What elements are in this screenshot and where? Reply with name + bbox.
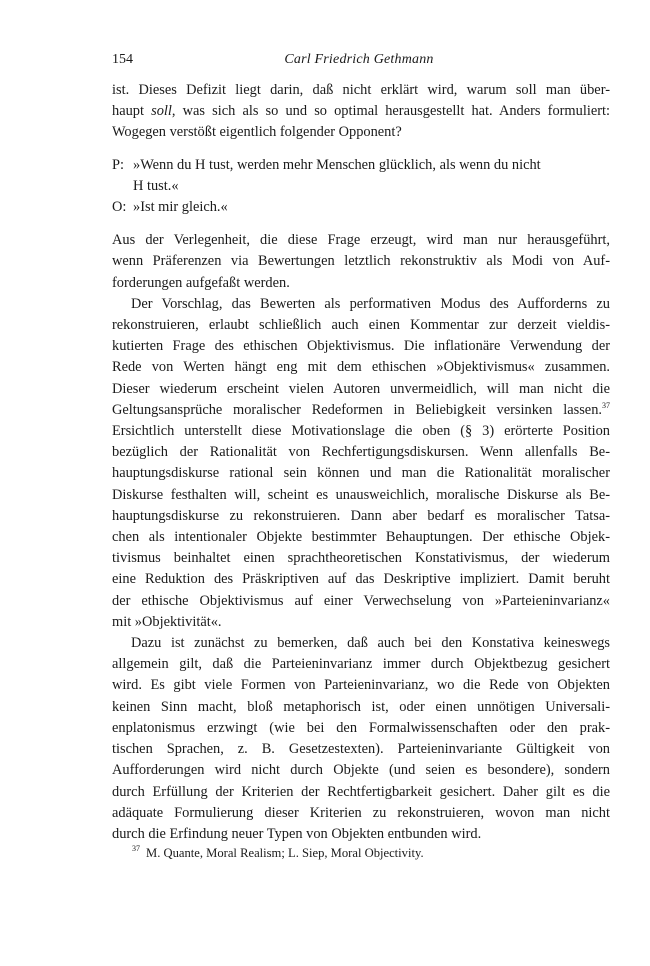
text-line: keinen Sinn macht, bloß metaphorisch ist, oder einen unnötigen Universali-: [112, 698, 610, 715]
footnote-reference: 37: [602, 400, 610, 410]
dialogue-block: [112, 155, 610, 219]
paragraph-3: [112, 294, 610, 633]
body-text: [112, 80, 610, 845]
text-line: ist. Dieses Defizit liegt darin, daß nicht erklärt wird, warum soll man über-: [112, 82, 610, 98]
text-line: tivismus beinhaltet einen sprachtheoretischen Konstativismus, der wiederum: [112, 550, 610, 567]
text-line: hauptungsdiskurse rational sein können und man die Rationalität moralischer: [112, 465, 610, 482]
text-line: eine Reduktion des Präskriptiven auf das Deskriptive impliziert. Damit beruht: [112, 571, 610, 588]
text-line: Ersichtlich unterstellt diese Motivationslage die oben (§ 3) erörterte Position: [112, 423, 610, 440]
speech-line: H tust.«: [133, 177, 179, 194]
text-line: Dieser wiederum erscheint vielen Autoren unvermeidlich, will man nicht die: [112, 380, 610, 397]
text-line: chen als intentionaler Objekte bestimmter Behauptungen. Der ethische Objek-: [112, 529, 610, 546]
paragraph-1: [112, 80, 610, 144]
text-line: der ethische Objektivismus auf einer Verwechselung von »Parteieninvarianz«: [112, 592, 610, 609]
text-line: wird. Es gibt viele Formen von Parteieninvarianz, wo die Rede von Objekten: [112, 677, 610, 694]
dialogue-row-continuation: [112, 176, 610, 197]
text-line: Der Vorschlag, das Bewerten als performativen Modus des Aufforderns zu: [131, 295, 610, 312]
speaker-label: O:: [112, 199, 127, 216]
footnote-number: 37: [132, 844, 140, 853]
emphasis: soll: [151, 103, 172, 120]
text-line: kutierten Frage des ethischen Objektivismus. Die inflationäre Verwendung der: [112, 338, 610, 355]
text-line: Diskurse festhalten will, scheint es unausweichlich, moralische Diskurse als Be-: [112, 486, 610, 503]
text-line: mit »Objektivität«.: [112, 613, 222, 630]
text-line: adäquate Formulierung dieser Kriterien zu rekonstruieren, wovon man nicht: [112, 804, 610, 821]
running-head-author: Carl Friedrich Gethmann: [284, 52, 434, 67]
text-line: durch Erfüllung der Kriterien der Rechtfertigbarkeit gesichert. Daher gilt es die: [112, 783, 610, 800]
text-line: Dazu ist zunächst zu bemerken, daß auch bei den Konstativa keineswegs: [131, 635, 610, 652]
paragraph-4: [112, 633, 610, 845]
text-line: allgemein gilt, daß die Parteieninvarianz immer durch Objektbezug gesichert: [112, 656, 610, 673]
speaker-label: P:: [112, 156, 125, 173]
text-line: durch die Erfindung neuer Typen von Objekten entbunden wird.: [112, 825, 482, 842]
text-line: [112, 400, 610, 421]
text-line: Aus der Verlegenheit, die diese Frage erzeugt, wird man nur herausgeführt,: [112, 232, 610, 249]
text-line: rekonstruieren, erlaubt schließlich auch einen Kommentar zur derzeit vieldis-: [112, 317, 610, 334]
text-run: Geltungsansprüche moralischer Redeformen in Beliebigkeit versinken lassen.: [112, 401, 602, 418]
paragraph-2: [112, 230, 610, 294]
footnote-text: M. Quante, Moral Realism; L. Siep, Moral Objectivity.: [146, 846, 424, 860]
page-number: 154: [112, 52, 133, 67]
text-line: wenn Präferenzen via Bewertungen letztlich rekonstruktiv als Modi von Auf-: [112, 253, 610, 270]
speech-line: »Ist mir gleich.«: [133, 199, 228, 216]
text-line: forderungen aufgefaßt werden.: [112, 274, 290, 291]
text-run: haupt: [112, 103, 152, 120]
text-line: tischen Sprachen, z. B. Gesetzestexten). Parteieninvariante Gültigkeit von: [112, 741, 610, 758]
text-run: , was sich als so und so optimal herausgestellt hat. Anders formuliert:: [171, 103, 610, 120]
footnote: [132, 846, 592, 861]
text-line: Rede von Werten hängt eng mit dem ethischen »Objektivismus« zusammen.: [112, 359, 610, 376]
text-line: Wogegen verstößt eigentlich folgender Opponent?: [112, 124, 402, 141]
speech-line: »Wenn du H tust, werden mehr Menschen glücklich, als wenn du nicht: [133, 156, 541, 173]
text-line: bezüglich der Rationalität von Rechfertigungsdiskursen. Wenn allenfalls Be-: [112, 444, 610, 461]
dialogue-row-proponent: [112, 155, 610, 176]
dialogue-row-opponent: [112, 197, 610, 218]
text-line: Aufforderungen wird nicht durch Objekte (und seien es besondere), sondern: [112, 762, 610, 779]
text-line: enplatonismus erzwingt (wie bei den Formalwissenschaften oder den prak-: [112, 719, 610, 736]
running-head: [104, 52, 614, 72]
text-line: [112, 101, 610, 122]
text-line: hauptungsdiskurse zu rekonstruieren. Dann aber bedarf es moralischer Tatsa-: [112, 507, 610, 524]
